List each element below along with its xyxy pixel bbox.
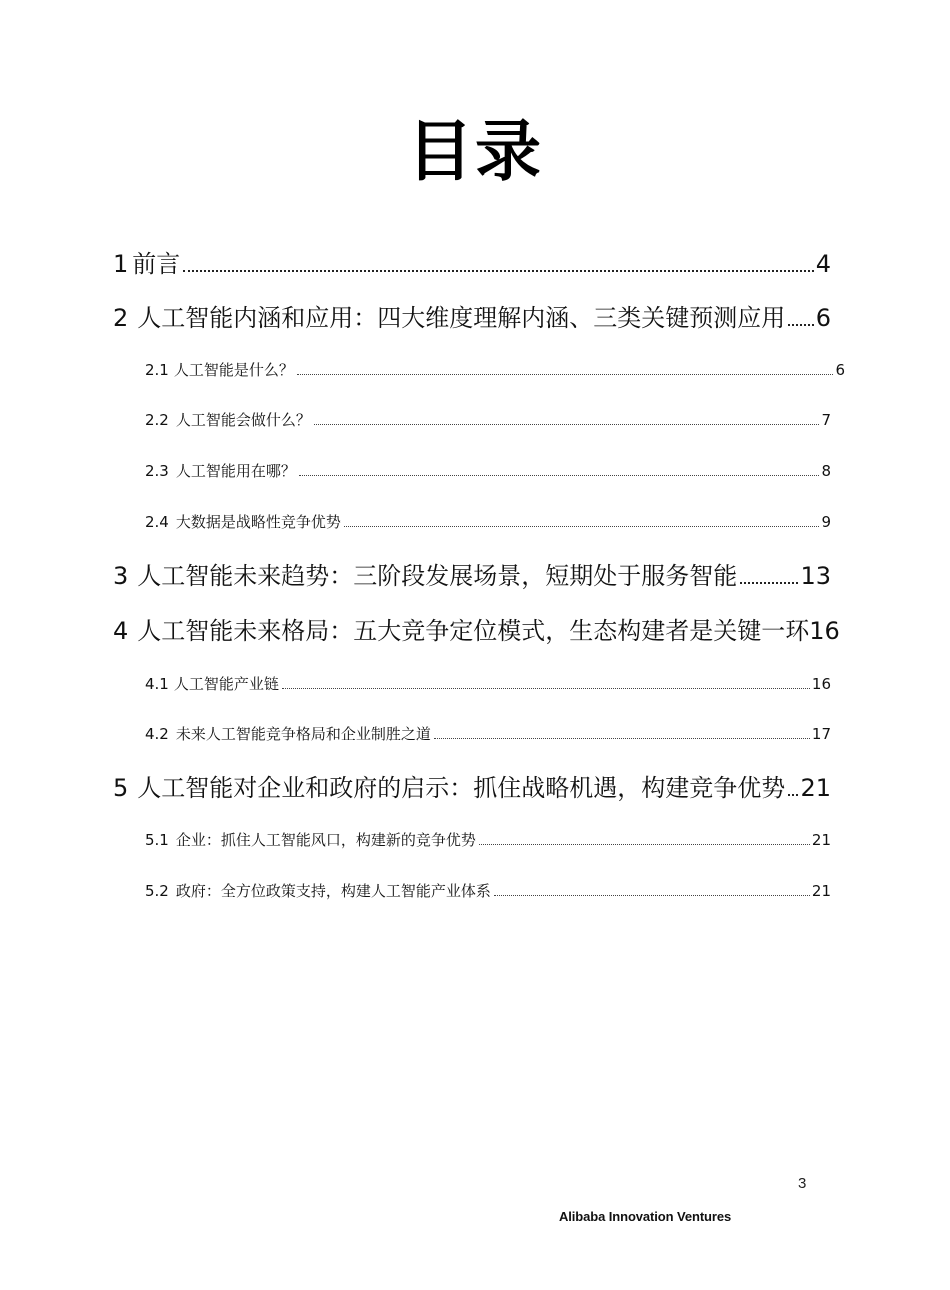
toc-entry-5-2[interactable]: [145, 881, 831, 901]
toc-entry-number: 2.1: [145, 361, 169, 379]
toc-entry-2-2[interactable]: [145, 410, 831, 430]
toc-entry-title: 政府：全方位政策支持，构建人工智能产业体系: [175, 882, 491, 900]
toc-entry-number: 4.1: [145, 675, 169, 693]
toc-dot-leader: [297, 374, 834, 375]
toc-dot-leader: [494, 895, 810, 896]
toc-entry-2-4[interactable]: [145, 512, 831, 532]
page-title: 目录: [407, 113, 543, 190]
toc-entry-5[interactable]: [113, 773, 831, 803]
toc-entry-page: 16: [811, 675, 831, 693]
footer-brand-logo: Alibaba Innovation Ventures: [559, 1209, 732, 1224]
toc-entry-page: 21: [800, 774, 831, 802]
toc-dot-leader: [344, 526, 820, 527]
toc-entry-title: 人工智能会做什么？: [175, 411, 311, 429]
toc-dot-leader: [740, 582, 798, 584]
toc-entry-1[interactable]: [113, 249, 831, 279]
toc-dot-leader: [183, 270, 813, 272]
toc-entry-number: 5: [113, 774, 129, 802]
toc-entry-page: 13: [800, 562, 831, 590]
toc-entry-title: 人工智能是什么？: [173, 361, 294, 379]
toc-entry-4-2[interactable]: [145, 724, 831, 744]
toc-entry-page: 7: [821, 411, 831, 429]
toc-entry-page: 16: [809, 617, 840, 645]
toc-dot-leader: [282, 688, 810, 689]
toc-entry-number: 2.4: [145, 513, 169, 531]
toc-dot-leader: [788, 794, 798, 796]
toc-entry-page: 17: [811, 725, 831, 743]
toc-entry-4[interactable]: [113, 616, 840, 646]
toc-entry-page: 6: [815, 304, 831, 332]
toc-entry-number: 2: [113, 304, 129, 332]
toc-entry-5-1[interactable]: [145, 830, 831, 850]
toc-dot-leader: [788, 324, 813, 326]
toc-dot-leader: [434, 738, 810, 739]
toc-entry-2-3[interactable]: [145, 461, 831, 481]
toc-entry-number: 4: [113, 617, 129, 645]
toc-entry-title: 前言: [132, 250, 181, 278]
toc-entry-2[interactable]: [113, 303, 831, 333]
toc-entry-number: 2.2: [145, 411, 169, 429]
toc-entry-title: 大数据是战略性竞争优势: [175, 513, 341, 531]
toc-entry-number: 1: [113, 250, 129, 278]
toc-entry-number: 3: [113, 562, 129, 590]
toc-entry-page: 8: [821, 462, 831, 480]
toc-entry-number: 5.1: [145, 831, 169, 849]
toc-entry-number: 5.2: [145, 882, 169, 900]
toc-entry-number: 2.3: [145, 462, 169, 480]
toc-entry-page: 21: [811, 882, 831, 900]
toc-entry-page: 9: [821, 513, 831, 531]
toc-dot-leader: [299, 475, 820, 476]
toc-entry-title: 人工智能未来格局：五大竞争定位模式，生态构建者是关键一环: [137, 617, 810, 645]
toc-entry-title: 人工智能产业链: [173, 675, 279, 693]
toc-entry-4-1[interactable]: [145, 674, 831, 694]
toc-entry-title: 未来人工智能竞争格局和企业制胜之道: [175, 725, 431, 743]
toc-entry-page: 4: [815, 250, 831, 278]
toc-entry-3[interactable]: [113, 561, 831, 591]
toc-entry-page: 6: [835, 361, 845, 379]
toc-entry-title: 人工智能内涵和应用：四大维度理解内涵、三类关键预测应用: [137, 304, 786, 332]
toc-entry-2-1[interactable]: [145, 360, 845, 380]
page-number: 3: [798, 1175, 807, 1192]
toc-entry-title: 人工智能对企业和政府的启示：抓住战略机遇，构建竞争优势: [137, 774, 786, 802]
toc-entry-number: 4.2: [145, 725, 169, 743]
toc-dot-leader: [479, 844, 810, 845]
toc-dot-leader: [314, 424, 820, 425]
toc-entry-title: 企业：抓住人工智能风口，构建新的竞争优势: [175, 831, 476, 849]
toc-entry-page: 21: [811, 831, 831, 849]
toc-entry-title: 人工智能未来趋势：三阶段发展场景，短期处于服务智能: [137, 562, 738, 590]
toc-entry-title: 人工智能用在哪？: [175, 462, 296, 480]
